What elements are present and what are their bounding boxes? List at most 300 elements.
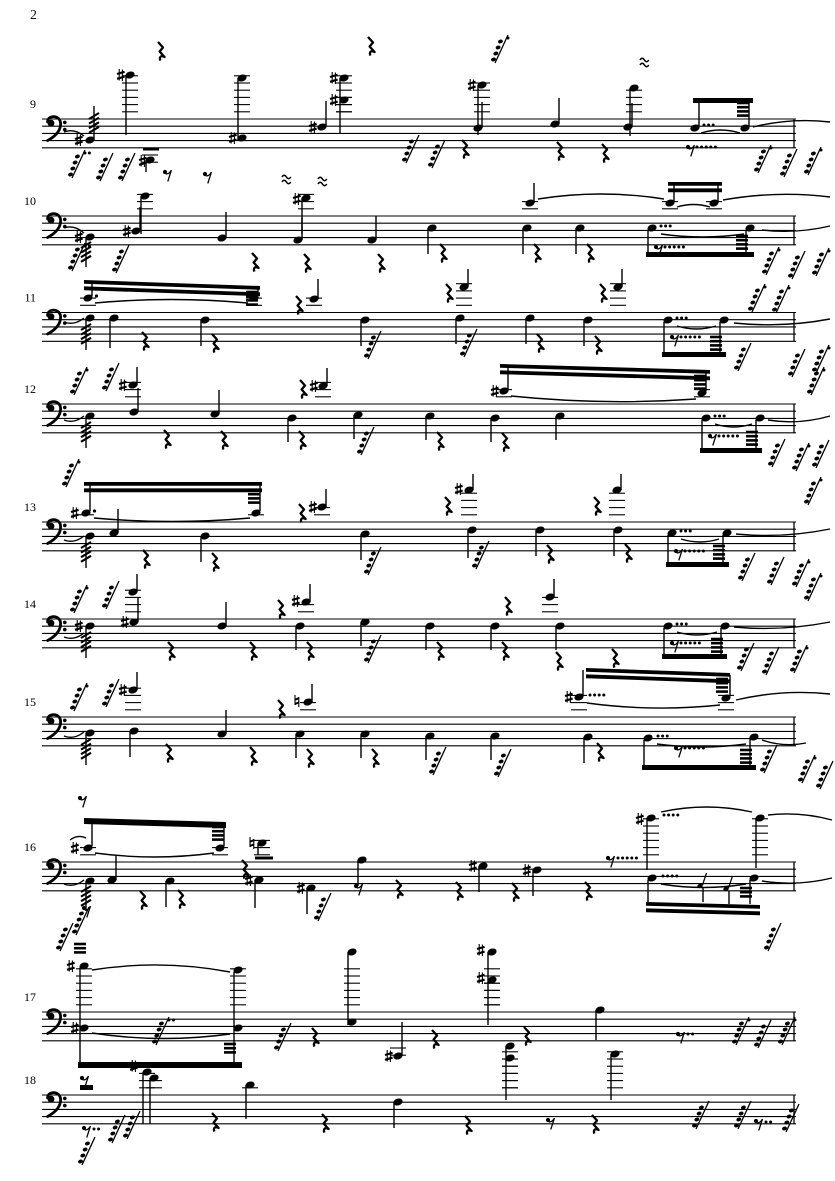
eighth-rest xyxy=(203,172,212,184)
quarter-rest xyxy=(505,597,512,616)
line xyxy=(310,383,318,385)
measure-number: 11 xyxy=(24,290,36,305)
staff-system-13 xyxy=(24,459,830,587)
grace-run xyxy=(96,153,113,181)
staff-system-18 xyxy=(24,1041,799,1165)
tremolo-dot xyxy=(668,246,671,249)
staff-system-15 xyxy=(24,649,833,789)
tremolo-dot xyxy=(676,623,679,626)
sharp-accidental xyxy=(468,79,476,91)
tie xyxy=(95,853,214,857)
tremolo-dot xyxy=(630,857,633,860)
beam-group xyxy=(78,968,242,1068)
tremolo-dot xyxy=(687,1033,690,1036)
line xyxy=(67,968,75,970)
line xyxy=(121,624,129,626)
quarter-rest xyxy=(166,744,173,763)
tie xyxy=(736,529,830,535)
tremolo-squiggle xyxy=(318,177,327,185)
line xyxy=(491,393,499,395)
line xyxy=(469,863,477,865)
tremolo-dot xyxy=(718,415,721,418)
line xyxy=(123,233,131,235)
grace-run xyxy=(112,245,129,273)
grace-run xyxy=(754,145,773,173)
tremolo-dot xyxy=(673,246,676,249)
beam xyxy=(646,902,760,909)
tie xyxy=(734,622,830,628)
tremolo-dot xyxy=(714,415,717,418)
measure-number: 17 xyxy=(24,990,36,1004)
line xyxy=(71,845,79,847)
sharp-accidental xyxy=(119,684,127,696)
tremolo-dot xyxy=(676,317,679,320)
tie xyxy=(661,234,744,237)
bass-clef-icon xyxy=(48,1010,67,1034)
line xyxy=(71,515,79,517)
quarter-rest xyxy=(252,253,259,272)
measure-number: 10 xyxy=(24,194,36,208)
quarter-rest xyxy=(143,550,150,569)
tremolo-dot xyxy=(702,550,705,553)
line xyxy=(117,72,125,74)
tremolo-dot xyxy=(93,1128,96,1131)
augmentation-dot xyxy=(93,509,96,512)
bass-clef-icon xyxy=(48,617,67,641)
tremolo-dot xyxy=(598,694,601,697)
tie xyxy=(64,732,84,737)
eighth-rest xyxy=(78,796,87,808)
grace-run xyxy=(494,749,511,777)
grace-run xyxy=(738,553,755,581)
quarter-rest xyxy=(178,890,185,909)
half-rest xyxy=(80,1085,93,1090)
line xyxy=(250,840,254,842)
grace-run xyxy=(692,1101,709,1129)
grace-run xyxy=(102,363,119,391)
quarter-rest xyxy=(372,749,379,768)
line xyxy=(455,486,463,488)
sharp-accidental xyxy=(292,595,300,607)
tremolo-dot xyxy=(731,435,734,438)
line xyxy=(75,623,83,625)
sharp-accidental xyxy=(75,134,83,146)
tremolo-dot xyxy=(676,814,679,817)
quarter-rest xyxy=(587,244,594,263)
tie xyxy=(701,130,740,133)
tie xyxy=(661,884,746,888)
beam-group xyxy=(84,482,262,511)
grace-run xyxy=(274,1023,291,1051)
line xyxy=(295,698,299,700)
sharp-accidental xyxy=(330,72,338,84)
line xyxy=(71,510,79,512)
tremolo-dot xyxy=(663,814,666,817)
tremolo-dot xyxy=(97,1128,100,1131)
quarter-rest xyxy=(465,1116,472,1135)
tremolo-dot xyxy=(693,550,696,553)
quarter-rest xyxy=(602,144,609,163)
line xyxy=(636,821,644,823)
quarter-rest xyxy=(140,891,147,910)
tremolo-dot xyxy=(666,735,669,738)
sharp-accidental xyxy=(123,225,131,237)
tremolo-dot xyxy=(722,435,725,438)
staff-system-9 xyxy=(30,35,830,181)
grace-run xyxy=(767,557,784,585)
tie xyxy=(723,194,830,200)
tremolo-dot xyxy=(602,694,605,697)
quarter-rest xyxy=(432,1030,439,1049)
tie xyxy=(762,226,830,231)
quarter-rest xyxy=(212,1113,219,1132)
tremolo-dot xyxy=(617,857,620,860)
grace-run xyxy=(768,439,785,467)
line xyxy=(523,872,531,874)
quarter-rest xyxy=(278,700,285,719)
staff-system-17 xyxy=(24,923,797,1068)
line xyxy=(75,628,83,630)
grace-run xyxy=(70,367,89,395)
beam xyxy=(84,482,262,486)
quarter-rest xyxy=(437,642,444,661)
line xyxy=(309,504,317,506)
grace-run xyxy=(102,581,119,609)
tremolo-dot xyxy=(718,435,721,438)
sharp-accidental xyxy=(309,121,317,133)
measure-number: 9 xyxy=(30,97,36,111)
grace-run xyxy=(357,427,374,455)
natural-accidental xyxy=(295,695,299,707)
measure-number: 14 xyxy=(24,597,36,611)
line xyxy=(71,1030,79,1032)
quarter-rest xyxy=(594,497,601,516)
page-number: 2 xyxy=(30,8,37,23)
grace-run xyxy=(792,443,811,471)
grace-run xyxy=(816,761,833,789)
line xyxy=(245,877,253,879)
tremolo-dot xyxy=(675,875,678,878)
grace-run xyxy=(402,135,419,163)
beam xyxy=(662,352,726,357)
quarter-rest xyxy=(625,544,632,563)
quarter-rest xyxy=(368,37,375,56)
grace-run xyxy=(788,251,805,279)
sharp-accidental xyxy=(117,69,125,81)
beam xyxy=(646,252,754,257)
grace-run xyxy=(118,153,135,181)
tremolo-dot xyxy=(626,857,629,860)
tremolo-dot xyxy=(705,146,708,149)
line xyxy=(75,137,83,139)
sharp-accidental xyxy=(636,813,644,825)
line xyxy=(119,387,127,389)
tie xyxy=(762,878,832,883)
tremolo-dot xyxy=(589,694,592,697)
measure-number: 12 xyxy=(24,382,36,396)
tremolo-dot xyxy=(684,550,687,553)
augmentation-dot xyxy=(95,294,98,297)
line xyxy=(229,140,237,142)
grace-run xyxy=(788,349,805,377)
sharp-accidental xyxy=(385,1050,393,1062)
staff-system-11 xyxy=(24,269,830,377)
eighth-rest xyxy=(686,145,695,157)
staff-system-16 xyxy=(24,796,832,935)
beam-group xyxy=(668,182,722,201)
quarter-rest xyxy=(278,600,285,619)
tremolo-dot xyxy=(680,317,683,320)
line xyxy=(295,702,299,704)
line xyxy=(309,129,317,131)
grace-run xyxy=(428,140,445,168)
tremolo-dot xyxy=(635,857,638,860)
grace-run xyxy=(790,645,809,673)
grace-run xyxy=(734,1101,751,1129)
grace-run xyxy=(782,1104,799,1132)
tremolo-dot xyxy=(685,623,688,626)
line xyxy=(75,239,83,241)
quarter-rest xyxy=(304,254,311,273)
beam xyxy=(642,765,756,770)
grace-run xyxy=(734,343,751,371)
tremolo-dot xyxy=(698,336,701,339)
quarter-rest xyxy=(312,1028,319,1047)
tie xyxy=(661,807,752,812)
beam xyxy=(84,818,226,828)
tremolo-dot xyxy=(664,246,667,249)
tremolo-squiggle xyxy=(282,175,291,183)
line xyxy=(139,158,147,160)
line xyxy=(385,1058,393,1060)
tremolo-dot xyxy=(689,642,692,645)
bass-clef-icon xyxy=(48,214,67,238)
sharp-accidental xyxy=(71,842,79,854)
line xyxy=(123,228,131,230)
quarter-rest xyxy=(299,504,306,523)
tremolo-dot xyxy=(714,146,717,149)
grace-run xyxy=(812,248,831,276)
grace-run xyxy=(804,477,823,505)
line xyxy=(455,491,463,493)
quarter-rest xyxy=(600,284,607,303)
measure-number: 16 xyxy=(24,840,36,854)
sharp-accidental xyxy=(309,501,317,513)
quarter-rest xyxy=(168,642,175,661)
quarter-rest xyxy=(557,142,564,161)
sharp-accidental xyxy=(67,960,75,972)
tremolo-dot xyxy=(698,642,701,645)
line xyxy=(75,234,83,236)
grace-run xyxy=(364,635,381,663)
line xyxy=(477,947,485,949)
eighth-rest xyxy=(82,1126,91,1138)
tie xyxy=(92,965,230,972)
line xyxy=(71,850,79,852)
grace-run xyxy=(792,559,811,587)
grace-run xyxy=(804,147,823,175)
sharp-accidental xyxy=(523,864,531,876)
tremolo-dot xyxy=(664,225,667,228)
tremolo-dot xyxy=(691,1033,694,1036)
tremolo-dot xyxy=(682,246,685,249)
tremolo-dot xyxy=(671,875,674,878)
grace-run xyxy=(772,285,791,313)
sharp-accidental xyxy=(477,944,485,956)
quarter-rest xyxy=(378,254,385,273)
line xyxy=(477,980,485,982)
tremolo-dot xyxy=(697,550,700,553)
quarter-rest xyxy=(462,140,469,159)
grace-run xyxy=(737,643,754,671)
tremolo-dot xyxy=(723,415,726,418)
line xyxy=(119,692,127,694)
tremolo-dot xyxy=(696,146,699,149)
line xyxy=(477,975,485,977)
tremolo-dot xyxy=(672,814,675,817)
tremolo-dot xyxy=(621,857,624,860)
measure-number: 13 xyxy=(24,500,36,514)
tremolo-dot xyxy=(689,336,692,339)
quarter-rest xyxy=(612,649,619,668)
grace-run xyxy=(807,367,826,395)
tremolo-dot xyxy=(669,225,672,228)
quarter-rest xyxy=(212,334,219,353)
grace-run xyxy=(62,459,81,487)
quarter-rest xyxy=(524,1027,531,1046)
line xyxy=(636,816,644,818)
line xyxy=(293,196,301,198)
sharp-accidental xyxy=(565,691,573,703)
tremolo-dot xyxy=(685,317,688,320)
sharp-accidental xyxy=(75,231,83,243)
tie xyxy=(768,814,832,820)
line xyxy=(297,890,305,892)
sharp-accidental xyxy=(71,1022,79,1034)
grace-run xyxy=(472,541,489,569)
natural-accidental xyxy=(250,837,254,849)
tie xyxy=(677,205,710,208)
bass-clef-icon xyxy=(48,117,67,141)
tremolo-dot xyxy=(680,530,683,533)
beam xyxy=(646,908,760,915)
quarter-rest xyxy=(446,284,453,303)
grace-run xyxy=(364,331,381,359)
tremolo-dot xyxy=(680,336,683,339)
measure-number: 15 xyxy=(24,695,36,709)
tremolo-dot xyxy=(684,530,687,533)
beam-group xyxy=(500,364,710,391)
tremolo-dot xyxy=(666,875,669,878)
tie xyxy=(762,740,806,745)
staff-system-10 xyxy=(24,170,831,279)
tremolo-squiggle xyxy=(640,58,649,66)
bass-clef-icon xyxy=(48,715,67,739)
quarter-rest xyxy=(396,880,403,899)
line xyxy=(468,87,476,89)
staff-system-12 xyxy=(24,363,830,471)
tie xyxy=(64,880,84,885)
beam xyxy=(78,1062,242,1068)
quarter-rest xyxy=(556,652,563,671)
small-note xyxy=(697,873,707,889)
tie xyxy=(538,194,664,199)
beam-group xyxy=(583,668,730,696)
grace-run xyxy=(760,745,777,773)
beam-group xyxy=(646,880,760,915)
grace-run xyxy=(429,747,446,775)
tremolo-dot xyxy=(661,735,664,738)
quarter-rest xyxy=(212,553,219,572)
tremolo-dot xyxy=(769,1121,772,1124)
grace-run xyxy=(108,1115,125,1143)
grace-run xyxy=(812,440,829,468)
sharp-accidental xyxy=(491,385,499,397)
quarter-rest xyxy=(547,545,554,564)
quarter-rest xyxy=(250,747,257,766)
sharp-accidental xyxy=(310,380,318,392)
line xyxy=(292,598,300,600)
eighth-rest xyxy=(674,746,683,758)
line xyxy=(309,509,317,511)
tremolo-dot xyxy=(703,124,706,127)
line xyxy=(330,80,338,82)
grace-run xyxy=(812,345,831,373)
beam-group xyxy=(693,98,753,126)
bass-clef-icon xyxy=(48,310,67,334)
line xyxy=(250,844,254,846)
tremolo-dot xyxy=(684,336,687,339)
line xyxy=(229,135,237,137)
tremolo-dot xyxy=(684,642,687,645)
tremolo-dot xyxy=(660,225,663,228)
grace-run xyxy=(804,573,823,601)
staff-system-14 xyxy=(24,573,830,675)
tremolo-dot xyxy=(662,875,665,878)
tremolo-dot xyxy=(688,550,691,553)
line xyxy=(117,77,125,79)
beam-group xyxy=(84,818,226,846)
quarter-rest xyxy=(158,42,165,61)
bass-clef-icon xyxy=(48,402,67,426)
tremolo-dot xyxy=(693,336,696,339)
quarter-rest xyxy=(307,642,314,661)
grace-run xyxy=(762,247,781,275)
tie xyxy=(587,703,720,708)
quarter-rest xyxy=(537,334,544,353)
quarter-rest xyxy=(250,642,257,661)
grace-run xyxy=(70,585,89,613)
tremolo-dot xyxy=(709,146,712,149)
quarter-rest xyxy=(502,433,509,452)
grace-run xyxy=(102,679,119,707)
quarter-rest xyxy=(502,642,509,661)
line xyxy=(67,963,75,965)
tie xyxy=(511,396,696,402)
beam-group xyxy=(84,280,260,305)
tremolo-dot xyxy=(700,146,703,149)
tie xyxy=(64,318,84,323)
grace-run xyxy=(460,329,477,357)
eighth-rest xyxy=(708,434,717,446)
beam xyxy=(668,188,722,192)
tremolo-dot xyxy=(727,435,730,438)
sharp-accidental xyxy=(477,972,485,984)
quarter-rest xyxy=(307,749,314,768)
tie xyxy=(736,692,830,700)
sharp-accidental xyxy=(71,507,79,519)
grace-run xyxy=(56,923,73,951)
